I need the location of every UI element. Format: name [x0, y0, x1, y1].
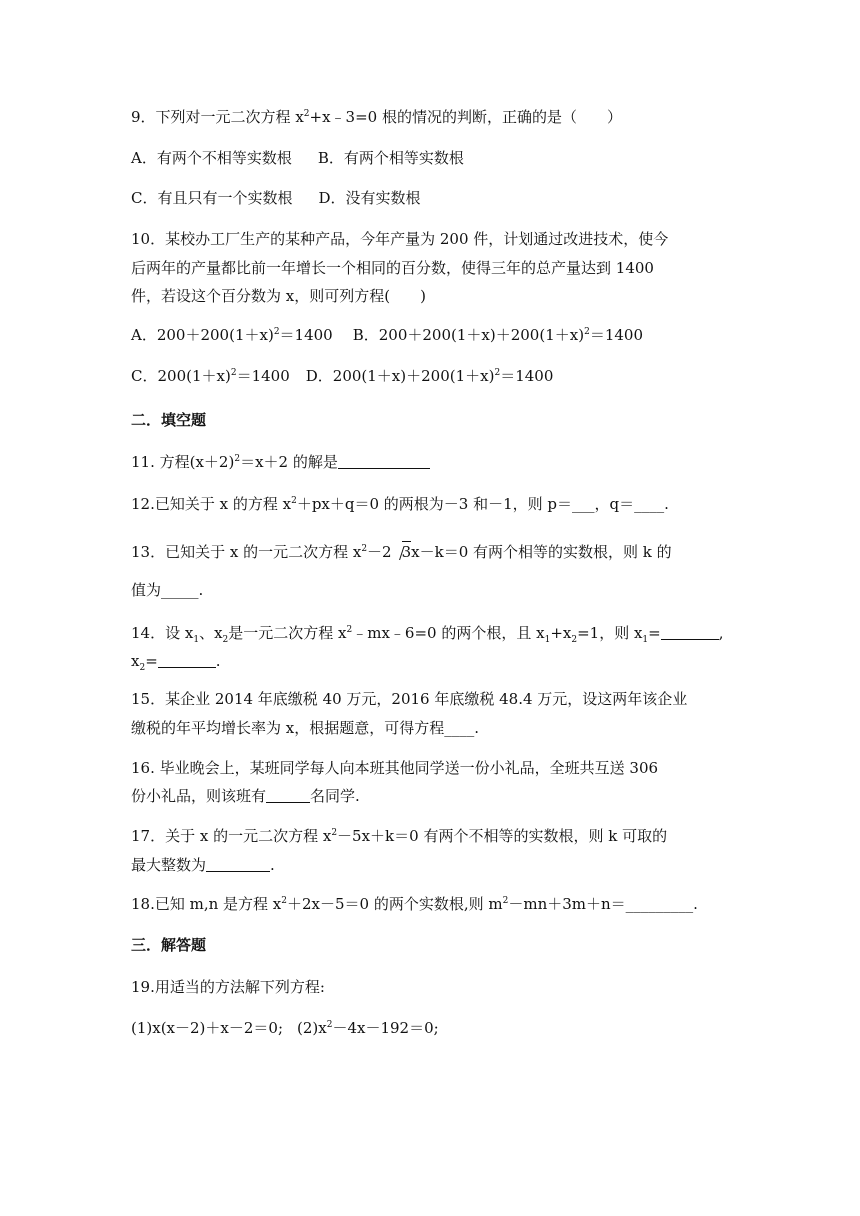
- question-18: 18.已知 m,n 是方程 $x^2+2x-5=0$ 的两个实数根,则 $m^2-mn+3m+n=\_\_\_\_\_\_\_\_\_$.: [131, 895, 698, 913]
- question-14-line-2: $x_2=$ .: [131, 652, 221, 673]
- answer-blank[interactable]: [266, 788, 310, 803]
- option-b: B．有两个相等实数根: [317, 149, 464, 167]
- section-heading-fill-in: 二．填空题: [131, 411, 207, 429]
- question-10-options-cd: [131, 366, 553, 386]
- question-16-line-1: 16. 毕业晚会上，某班同学每人向本班其他同学送一份小礼品，全班共互送 306: [131, 759, 659, 777]
- question-19-parts: [131, 1018, 439, 1038]
- section-heading-solve: 三．解答题: [131, 936, 207, 954]
- question-11: 11. 方程$(x+2)^2=x+2$ 的解是: [131, 452, 430, 472]
- option-c: C．有且只有一个实数根: [131, 189, 293, 207]
- option-d: D．$200(1+x)+200(1+x)^2=1400$: [305, 367, 554, 385]
- question-10-line-3: 件，若设这个百分数为 x，则可列方程( ): [131, 287, 426, 305]
- question-12: 12.已知关于 x 的方程 $x^2+px+q=0$ 的两根为－3 和－1，则 p＝___，q＝____.: [131, 495, 669, 513]
- question-15-line-2: 缴税的年平均增长率为 x，根据题意，可得方程____.: [131, 719, 479, 737]
- answer-blank-x2[interactable]: [158, 653, 216, 668]
- answer-blank[interactable]: [338, 454, 430, 469]
- option-c: C．$200(1+x)^2=1400$: [131, 367, 290, 385]
- part-1: (1)x(x－2)＋x－2＝0;: [131, 1019, 284, 1037]
- question-17-line-1: 17．关于 x 的一元二次方程 $x^2-5x+k=0$ 有两个不相等的实数根，则 k 可取的: [131, 827, 668, 845]
- option-a: A．$200+200(1+x)^2=1400$: [131, 326, 333, 344]
- question-9-stem: 9．下列对一元二次方程 $x^2+x﹣3=0$ 根的情况的判断，正确的是（ ）: [131, 108, 622, 126]
- question-16-line-2: 份小礼品，则该班有 名同学.: [131, 787, 360, 805]
- question-14-line-1: 14．设 $x_1$、$x_2$是一元二次方程 $x^2﹣mx﹣6=0$ 的两个根，且 $x_1+x_2=1$，则 $x_1=$ ,: [131, 624, 724, 645]
- question-17-line-2: 最大整数为 .: [131, 856, 275, 874]
- option-b: B．$200+200(1+x)+200(1+x)^2=1400$: [352, 326, 643, 344]
- question-13-line-2: 值为_____.: [131, 581, 204, 599]
- answer-blank-x1[interactable]: [661, 625, 719, 640]
- answer-blank[interactable]: [206, 857, 270, 872]
- question-10-line-1: 10．某校办工厂生产的某种产品，今年产量为 200 件，计划通过改进技术，使今: [131, 230, 669, 248]
- question-10-line-2: 后两年的产量都比前一年增长一个相同的百分数，使得三年的总产量达到 1400: [131, 259, 654, 277]
- question-9-options-cd: [131, 188, 421, 208]
- question-9-options-ab: [131, 148, 464, 168]
- option-a: A．有两个不相等实数根: [131, 149, 292, 167]
- question-15-line-1: 15．某企业 2014 年底缴税 40 万元，2016 年底缴税 48.4 万元，设这两年该企业: [131, 690, 688, 708]
- part-2: $(2)x^2-4x-192=0$;: [297, 1019, 439, 1037]
- question-10-options-ab: [131, 325, 643, 345]
- option-d: D．没有实数根: [318, 189, 421, 207]
- question-13-line-1: 13．已知关于 x 的一元二次方程 $x^2-2$ 3x－k＝0 有两个相等的实数根，则 k 的: [131, 543, 672, 561]
- square-root: 3: [394, 542, 412, 562]
- question-19-stem: 19.用适当的方法解下列方程:: [131, 978, 325, 996]
